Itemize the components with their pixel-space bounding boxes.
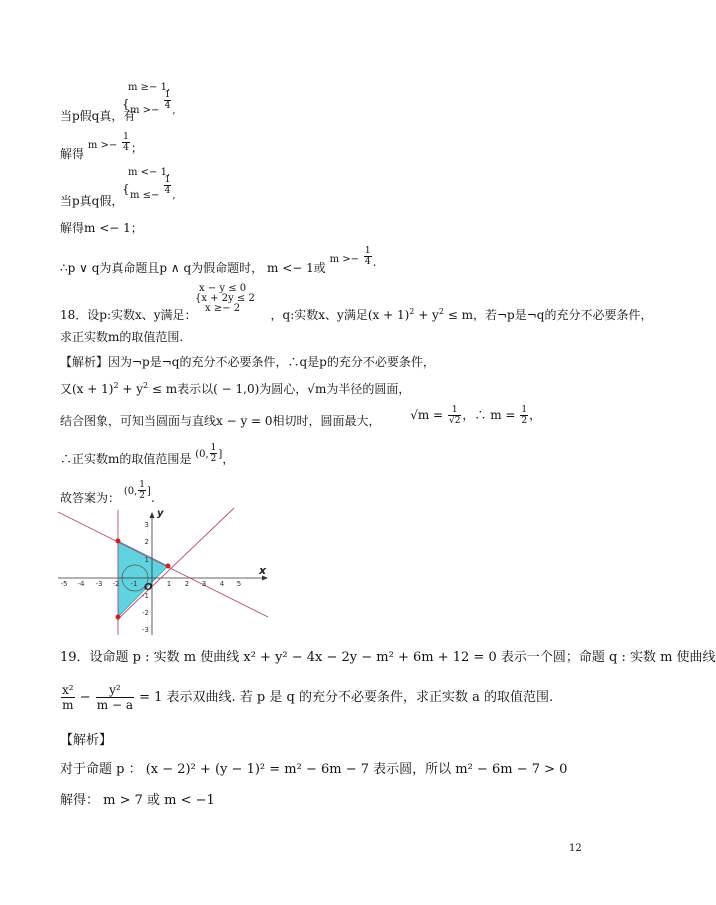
separator: ， bbox=[222, 452, 235, 466]
inequality-lhs: m >− bbox=[87, 140, 118, 151]
fraction bbox=[61, 683, 75, 712]
fraction bbox=[122, 132, 130, 153]
fraction-denominator: 2 bbox=[210, 454, 217, 464]
separator: , bbox=[172, 105, 176, 116]
fraction-denominator: 2 bbox=[521, 416, 528, 426]
y-tick-label: 2 bbox=[144, 538, 149, 546]
separator: , bbox=[172, 190, 176, 201]
vertex-point bbox=[116, 539, 121, 544]
fraction-numerator: 1 bbox=[451, 405, 458, 415]
fraction-numerator: y² bbox=[109, 683, 121, 697]
separator: ； bbox=[130, 141, 143, 155]
solution-prefix: 解得 bbox=[60, 147, 85, 161]
question-18-line-2: 求正实数m的取值范围. bbox=[60, 330, 184, 344]
separator: . bbox=[150, 491, 155, 505]
solution-19-line-1: 对于命题 p ： (x − 2)² + (y − 1)² = m² − 6m − 7 表示圆，所以 m² − 6m − 7 > 0 bbox=[60, 762, 568, 777]
range-text: ∴正实数m的取值范围是 bbox=[60, 452, 192, 466]
region-graph bbox=[55, 505, 275, 640]
x-tick-label: 5 bbox=[236, 580, 242, 588]
fraction-denominator: m bbox=[62, 698, 74, 712]
minus-sign: − bbox=[75, 690, 95, 705]
y-tick-label: -2 bbox=[142, 609, 149, 617]
fraction-numerator: 1 bbox=[139, 480, 146, 490]
case-text: 当p真q假， bbox=[60, 194, 124, 208]
fraction bbox=[164, 175, 172, 196]
y-axis-label: y bbox=[157, 508, 164, 519]
solution-18-line-2 bbox=[60, 379, 410, 396]
solution-line: 解得m <− 1； bbox=[60, 221, 143, 235]
tangent-text: 结合图象，可知当圆面与直线x − y = 0相切时，圆面最大， bbox=[60, 414, 381, 428]
y-tick-label: -3 bbox=[142, 626, 149, 634]
fraction bbox=[138, 480, 146, 501]
inequality-lhs: m ≤− bbox=[130, 190, 160, 201]
case-text: 当p假q真，有 bbox=[60, 109, 136, 123]
separator: . bbox=[372, 255, 377, 269]
fraction-numerator: x² bbox=[62, 683, 74, 697]
exponent: 2 bbox=[143, 381, 149, 390]
system-line-1: m ≥− 1, bbox=[128, 82, 171, 93]
system-brace: { bbox=[122, 182, 130, 196]
solution-19-line-2: 解得： m > 7 或 m < −1 bbox=[60, 793, 215, 808]
exponent: 2 bbox=[438, 307, 444, 316]
system-line-1: m <− 1, bbox=[128, 167, 171, 178]
y-tick-label: 1 bbox=[144, 556, 149, 564]
interval-close: ] bbox=[147, 486, 151, 497]
fraction-denominator: 4 bbox=[164, 186, 171, 196]
x-tick-label: 3 bbox=[201, 580, 207, 588]
separator: ， bbox=[529, 408, 542, 422]
fraction bbox=[164, 90, 172, 111]
solution-19-heading: 【解析】 bbox=[60, 733, 113, 748]
solution-18-line-5 bbox=[60, 480, 155, 505]
x-tick-label: -5 bbox=[60, 580, 68, 588]
x-tick-label: -4 bbox=[77, 580, 85, 588]
question-18-q-condition: ，q:实数x、y满足(x + 1) bbox=[270, 308, 410, 322]
fraction-denominator: 4 bbox=[164, 101, 171, 111]
therefore-m: ，∴ m = bbox=[462, 408, 516, 422]
question-18-line-1 bbox=[60, 305, 652, 322]
solution-line bbox=[60, 132, 143, 161]
y-tick-label: -1 bbox=[142, 592, 149, 600]
fraction bbox=[364, 246, 372, 267]
question-18-tail: ≤ m，若¬p是¬q的充分不必要条件， bbox=[443, 308, 653, 322]
y-tick-label: 3 bbox=[144, 521, 149, 529]
solution-18-line-1: 【解析】因为¬p是¬q的充分不必要条件，∴q是p的充分不必要条件， bbox=[60, 355, 435, 369]
condition-system-line-2: {x + 2y ≤ 2 bbox=[195, 293, 255, 304]
fraction-numerator: 1 bbox=[364, 246, 371, 256]
exponent: 2 bbox=[113, 381, 119, 390]
x-tick-label: 1 bbox=[166, 580, 172, 588]
question-19-line-2 bbox=[60, 683, 553, 712]
vertex-point bbox=[166, 564, 171, 569]
exponent: 2 bbox=[409, 307, 415, 316]
solution-18-line-3 bbox=[60, 405, 541, 426]
system-line-2 bbox=[130, 90, 176, 116]
fraction bbox=[448, 405, 461, 426]
fraction bbox=[96, 683, 134, 712]
x-axis-label: x bbox=[259, 564, 267, 577]
answer-label: 故答案为： bbox=[60, 491, 121, 505]
interval-close: ] bbox=[218, 449, 223, 460]
page-number: 12 bbox=[569, 843, 582, 854]
condition-system-line-1: x − y ≤ 0 bbox=[199, 283, 247, 294]
fraction-numerator: 1 bbox=[210, 443, 217, 453]
fraction-denominator: m − a bbox=[96, 698, 133, 712]
fraction bbox=[210, 443, 218, 464]
fraction-numerator: 1 bbox=[164, 175, 171, 185]
feasible-region bbox=[118, 541, 168, 617]
fraction-denominator: 4 bbox=[123, 143, 129, 153]
conclusion-text: ∴p ∨ q为真命题且p ∧ q为假命题时， m <− 1或 bbox=[60, 261, 326, 275]
system-line-2 bbox=[130, 175, 176, 201]
x-tick-label: -1 bbox=[130, 580, 138, 588]
x-tick-label: -3 bbox=[95, 580, 103, 588]
origin-label: O bbox=[144, 582, 153, 593]
circle-equation-term: + y bbox=[118, 382, 144, 396]
condition-system-line-3: x ≥− 2 bbox=[205, 303, 241, 314]
fraction-numerator: 1 bbox=[521, 405, 528, 415]
interval-open: (0, bbox=[195, 449, 209, 460]
sqrt-m-equation: √m = bbox=[410, 408, 444, 422]
fraction-denominator: √2 bbox=[448, 416, 461, 426]
question-19-line-1: 19．设命题 p : 实数 m 使曲线 x² + y² − 4x − 2y − m² + 6m + 12 = 0 表示一个圆；命题 q : 实数 m 使曲线 bbox=[60, 650, 716, 665]
fraction-numerator: 1 bbox=[164, 90, 171, 100]
question-18-term: + y bbox=[414, 308, 439, 322]
vertex-point bbox=[116, 615, 121, 620]
y-axis-arrow-icon bbox=[150, 512, 155, 518]
question-19-tail: = 1 表示双曲线. 若 p 是 q 的充分不必要条件，求正实数 a 的取值范围. bbox=[134, 690, 554, 705]
interval-open: (0, bbox=[123, 486, 138, 497]
inequality-lhs: m >− bbox=[130, 105, 160, 116]
fraction-denominator: 2 bbox=[139, 491, 146, 501]
line-x-plus-2y bbox=[58, 512, 268, 617]
system-brace: { bbox=[122, 97, 130, 111]
circle-equation-tail: ≤ m表示以( − 1,0)为圆心，√m为半径的圆面， bbox=[148, 382, 411, 396]
x-tick-label: 2 bbox=[184, 580, 190, 588]
solution-18-line-4 bbox=[60, 443, 234, 464]
inequality-lhs: m >− bbox=[329, 254, 360, 265]
circle-equation-lead: 又(x + 1) bbox=[60, 382, 114, 396]
fraction bbox=[520, 405, 528, 426]
fraction-numerator: 1 bbox=[123, 132, 129, 142]
x-tick-label: -2 bbox=[112, 580, 120, 588]
fraction-denominator: 4 bbox=[364, 257, 371, 267]
question-18-lead: 18．设p:实数x、y满足： bbox=[60, 308, 197, 322]
x-tick-label: 4 bbox=[219, 580, 225, 588]
conclusion-line bbox=[60, 246, 377, 275]
